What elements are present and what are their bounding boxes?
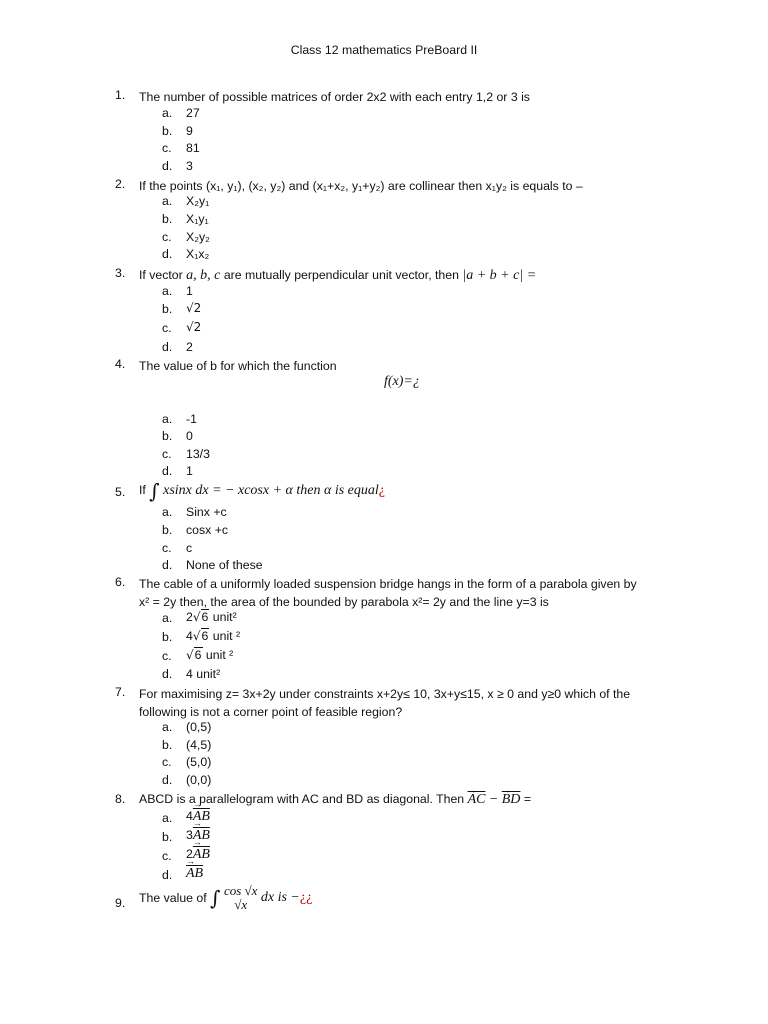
option-text: √2 — [186, 301, 202, 315]
question-number: 1. — [115, 88, 126, 102]
option-text: (0,5) — [186, 720, 212, 734]
option-label: b. — [162, 630, 173, 644]
formula-error-glyph: ¿ — [378, 483, 385, 498]
option-label: c. — [162, 141, 172, 155]
vector-ab: → $\overline{AB}$ — [193, 828, 210, 844]
question-number: 9. — [115, 896, 126, 910]
question-text-line-1: For maximising z= 3x+2y under constraints x+2y≤ 10, 3x+y≤15, x ≥ 0 and y≥0 which of the — [139, 687, 631, 701]
radicand: 6 — [194, 648, 202, 662]
unit: unit² — [212, 610, 237, 624]
option-text: 27 — [186, 106, 200, 120]
option-label: a. — [162, 194, 173, 208]
option-text: √2 — [186, 320, 202, 334]
function-formula: f(x)=¿ — [384, 374, 420, 389]
vector-list: a, b, c — [186, 268, 221, 283]
option-text — [186, 610, 237, 624]
question-text-mid: are mutually perpendicular unit vector, then — [223, 268, 459, 282]
option-label: a. — [162, 811, 173, 825]
option-label: b. — [162, 212, 173, 226]
option-text — [186, 629, 240, 643]
option-text: 3 — [186, 159, 193, 173]
question-text — [139, 790, 669, 809]
option-text: cosx +c — [186, 523, 229, 537]
option-label: a. — [162, 106, 173, 120]
formula-error-glyph: ¿¿ — [299, 890, 313, 905]
fraction-denominator: √x — [234, 897, 248, 912]
option-text: X₁y₁ — [186, 212, 209, 226]
vector-bd: → $\overline{BD}$ — [502, 791, 521, 809]
question-text: If the points (x₁, y₁), (x₂, y₂) and (x₁+x₂, y₁+y₂) are collinear then x₁y₂ is equals to – — [139, 179, 583, 193]
vector-ac: → $\overline{AC}$ — [468, 791, 486, 809]
option-label: b. — [162, 124, 173, 138]
sqrt-icon: √ — [186, 648, 194, 662]
question-text — [139, 266, 669, 285]
radicand: 6 — [201, 610, 209, 624]
option-label: d. — [162, 247, 173, 261]
question-number: 7. — [115, 685, 126, 699]
integral-icon: ∫ — [210, 886, 221, 910]
question-number: 4. — [115, 357, 126, 371]
question-number: 2. — [115, 177, 126, 191]
question-text — [139, 884, 669, 912]
option-label: a. — [162, 284, 173, 298]
option-label: d. — [162, 464, 173, 478]
sqrt-icon: √ — [192, 610, 201, 624]
option-label: a. — [162, 505, 173, 519]
option-label: c. — [162, 849, 172, 863]
question-text-line-2: x² = 2y then, the area of the bounded by parabola x²= 2y and the line y=3 is — [139, 595, 549, 609]
option-label: c. — [162, 321, 172, 335]
option-text: c — [186, 541, 193, 555]
option-text: 9 — [186, 124, 193, 138]
coefficient: 2 — [186, 847, 193, 861]
option-label: d. — [162, 773, 173, 787]
radicand: 6 — [201, 629, 209, 643]
coefficient: 3 — [186, 828, 193, 842]
question-text-pre: If — [139, 483, 146, 497]
option-label: c. — [162, 649, 172, 663]
integral-icon: ∫ — [149, 478, 160, 503]
option-text: 0 — [186, 429, 193, 443]
magnitude-expression: |a + b + c| = — [462, 268, 537, 283]
question-text — [139, 478, 669, 503]
question-text-line-1: The cable of a uniformly loaded suspension bridge hangs in the form of a parabola given by — [139, 577, 637, 591]
integral-formula: xsinx dx = − xcosx + α then α is equal — [163, 483, 379, 498]
option-text: X₂y₂ — [186, 230, 210, 244]
fraction-numerator: cos √x — [223, 883, 258, 898]
option-label: b. — [162, 302, 173, 316]
question-number: 8. — [115, 792, 126, 806]
vector-ab: → $\overline{AB}$ — [193, 809, 210, 825]
option-label: a. — [162, 611, 173, 625]
option-label: d. — [162, 159, 173, 173]
vector-ab: → $\overline{AB}$ — [186, 866, 203, 882]
question-number: 5. — [115, 485, 126, 499]
question-text: The number of possible matrices of order 2x2 with each entry 1,2 or 3 is — [139, 90, 530, 104]
sqrt-icon: √ — [192, 629, 201, 643]
option-text: (5,0) — [186, 755, 212, 769]
option-text: Sinx +c — [186, 505, 227, 519]
option-label: d. — [162, 340, 173, 354]
coefficient: 4 — [186, 629, 193, 643]
option-text — [186, 866, 203, 882]
option-label: d. — [162, 667, 173, 681]
equals-sign: = — [523, 792, 532, 806]
question-text-pre: The value of — [139, 891, 207, 905]
integral-tail: dx is − — [260, 890, 300, 905]
option-text: (4,5) — [186, 738, 212, 752]
option-label: c. — [162, 447, 172, 461]
option-label: d. — [162, 558, 173, 572]
option-text: None of these — [186, 558, 263, 572]
minus-operator: − — [488, 792, 499, 807]
option-text: (0,0) — [186, 773, 212, 787]
question-number: 3. — [115, 266, 126, 280]
option-label: b. — [162, 523, 173, 537]
option-label: c. — [162, 230, 172, 244]
page-title: Class 12 mathematics PreBoard II — [290, 43, 478, 57]
question-text-line-2: following is not a corner point of feasible region? — [139, 705, 403, 719]
option-label: c. — [162, 755, 172, 769]
option-text: 1 — [186, 464, 193, 478]
option-text — [186, 648, 233, 662]
question-text-pre: If vector — [139, 268, 183, 282]
option-text: -1 — [186, 412, 197, 426]
option-label: b. — [162, 830, 173, 844]
option-text: 1 — [186, 284, 193, 298]
unit: unit ² — [212, 629, 241, 643]
vector-ab: → $\overline{AB}$ — [193, 847, 210, 863]
option-text: 13/3 — [186, 447, 210, 461]
option-label: b. — [162, 429, 173, 443]
option-text: X₁x₂ — [186, 247, 210, 261]
option-label: b. — [162, 738, 173, 752]
option-text: 2 — [186, 340, 193, 354]
question-text-pre: ABCD is a parallelogram with AC and BD as diagonal. Then — [139, 792, 465, 806]
unit: unit ² — [205, 648, 234, 662]
option-label: d. — [162, 868, 173, 882]
option-text: 81 — [186, 141, 200, 155]
fraction — [224, 884, 257, 912]
question-text: The value of b for which the function — [139, 359, 337, 373]
option-label: a. — [162, 720, 173, 734]
question-number: 6. — [115, 575, 126, 589]
option-label: a. — [162, 412, 173, 426]
coefficient: 4 — [186, 809, 193, 823]
option-label: c. — [162, 541, 172, 555]
coefficient: 2 — [186, 610, 193, 624]
option-text: X₂y₁ — [186, 194, 210, 208]
option-text: 4 unit² — [186, 667, 221, 681]
